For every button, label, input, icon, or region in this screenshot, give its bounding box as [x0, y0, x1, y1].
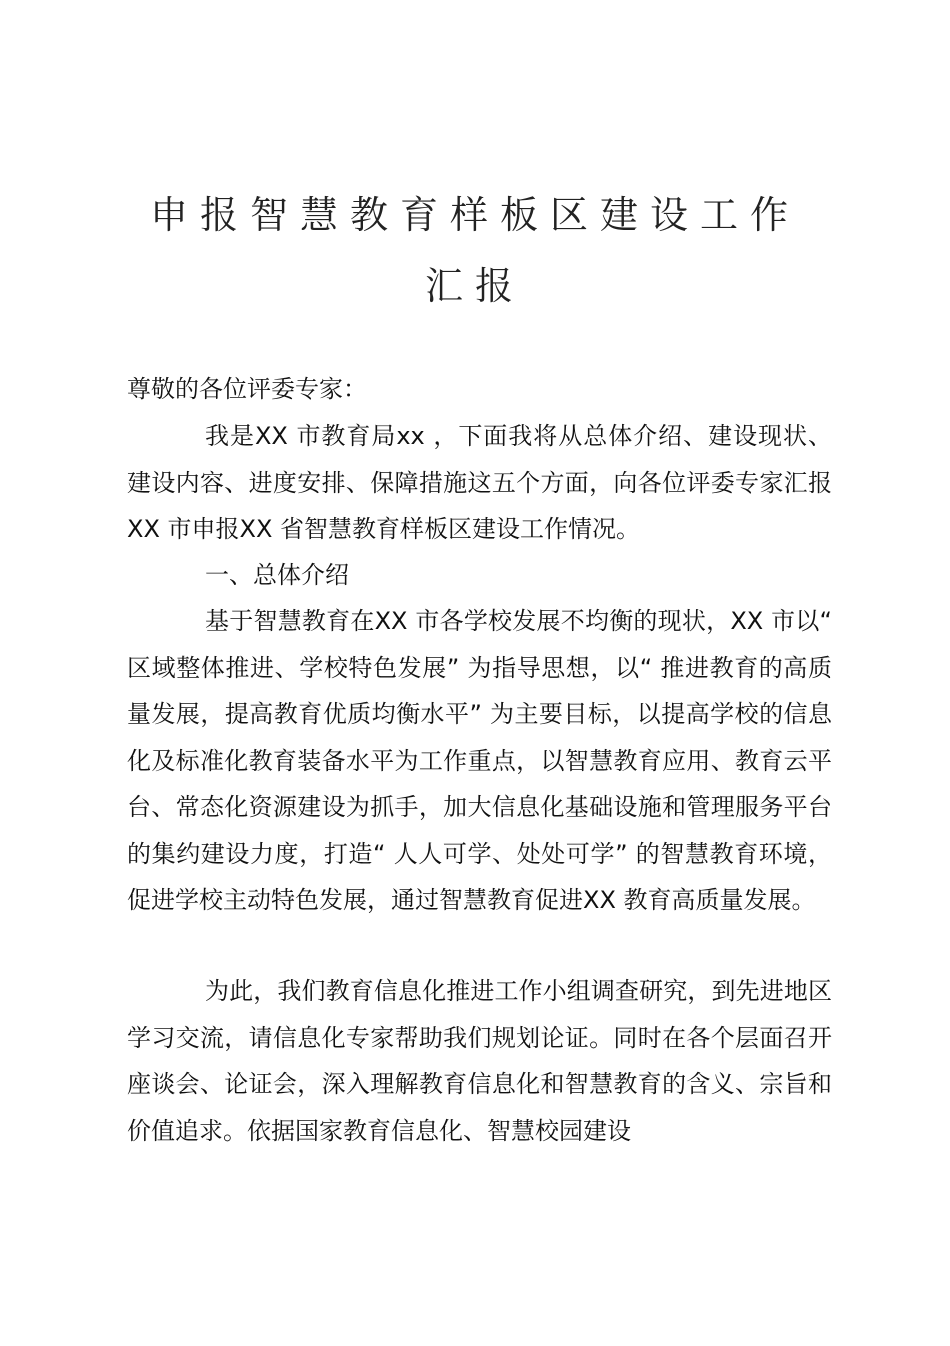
paragraph-overview: 基于智慧教育在XX 市各学校发展不均衡的现状，XX 市以“ 区域整体推进、学校特色发展” 为指导思想，以“ 推进教育的高质量发展，提高教育优质均衡水平” 为主要目标，以提高学校的信息化及标准化教育装备水平为工作重点，以智慧教育应用、教育云平台、常态化资源建设为抓手，加大信息化基础设施和管理服务平台的集约建设力度，打造“ 人人可学、处处可学” 的智慧教育环境，促进学校主动特色发展，通过智慧教育促进XX 教育高质量发展。	[127, 607, 832, 914]
section-heading-overview: 一、总体介绍	[205, 561, 349, 589]
paragraph-intro: 我是XX 市教育局xx ，下面我将从总体介绍、建设现状、建设内容、进度安排、保障措施这五个方面，向各位评委专家汇报XX 市申报XX 省智慧教育样板区建设工作情况。	[127, 422, 832, 543]
salutation: 尊敬的各位评委专家：	[127, 375, 367, 403]
document-title-line-1: 申报智慧教育样板区建设工作	[149, 193, 800, 237]
paragraph-research: 为此，我们教育信息化推进工作小组调查研究，到先进地区学习交流，请信息化专家帮助我们规划论证。同时在各个层面召开座谈会、论证会，深入理解教育信息化和智慧教育的含义、宗旨和价值追求。依据国家教育信息化、智慧校园建设	[127, 977, 832, 1145]
document-title-line-2: 汇报	[424, 264, 525, 308]
